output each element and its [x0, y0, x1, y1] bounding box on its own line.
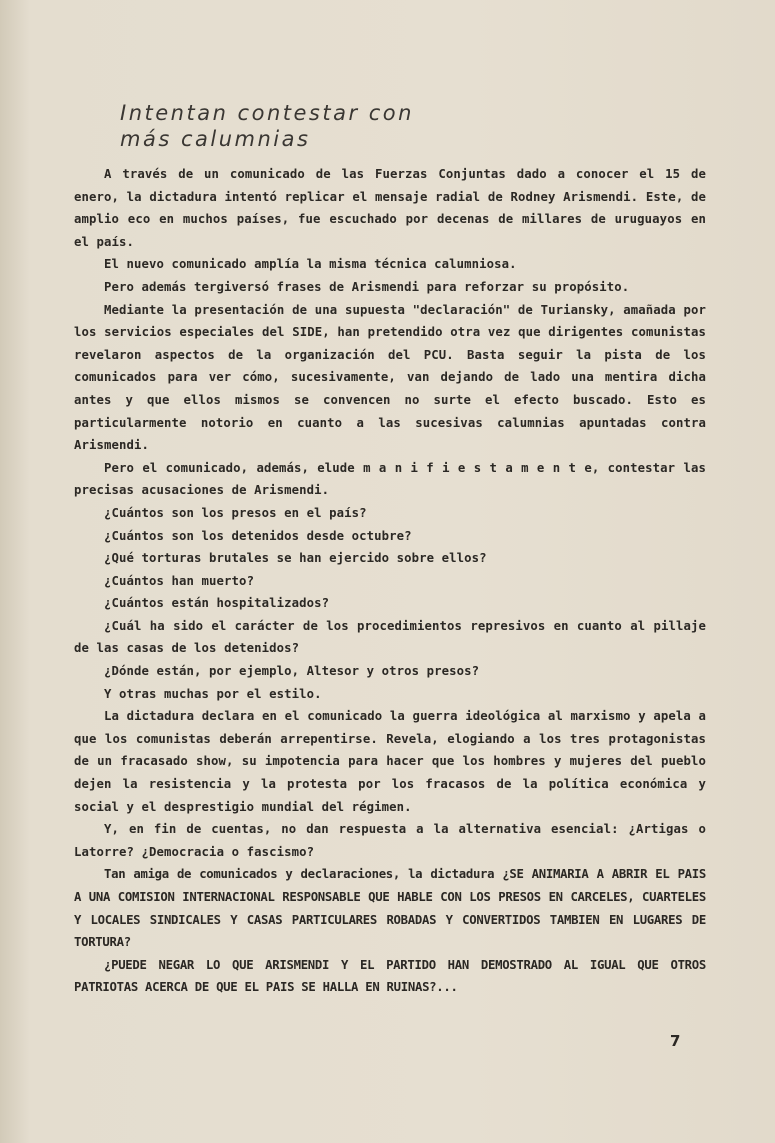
question: ¿Cuántos son los presos en el país? — [104, 505, 367, 520]
paragraph: A través de un comunicado de las Fuerzas Conjuntas dado a conocer el 15 de enero, la dictadura intentó replicar el mensaje radial de Rodney Arismendi. Este, de amplio eco en muchos países, fue escuchado por decenas de millares de uruguayos en el país. — [74, 167, 706, 249]
paragraph: ¿PUEDE NEGAR LO QUE ARISMENDI Y EL PARTIDO HAN DEMOSTRADO AL IGUAL QUE OTROS PATRIOTAS ACERCA DE QUE EL PAIS SE HALLA EN RUINAS?... — [74, 957, 706, 995]
question: ¿Dónde están, por ejemplo, Altesor y otros presos? — [104, 664, 480, 679]
title-line-2: más calumnias — [120, 127, 311, 151]
article-title — [120, 100, 414, 152]
paragraph: Y, en fin de cuentas, no dan respuesta a la alternativa esencial: ¿Artigas o Latorre? ¿Democracia o fascismo? — [74, 822, 706, 859]
paragraph: Y otras muchas por el estilo. — [104, 686, 322, 701]
paragraph: Pero el comunicado, además, elude m a n i f i e s t a m e n t e, contestar las precisas acusaciones de Arismendi. — [74, 460, 706, 498]
title-line-1: Intentan contestar con — [120, 101, 414, 125]
paragraph: Mediante la presentación de una supuesta "declaración" de Turiansky, amañada por los servicios especiales del SIDE, han pretendido otra vez que dirigentes comunistas revelaron aspectos de la organización del PCU. Basta seguir la pista de los comunicados para ver cómo, sucesivamente, van dejando de lado una mentira dicha antes y que ellos mismos se convencen no surte el efecto buscado. Esto es particularmente notorio en cuanto a las sucesivas calumnias apuntadas contra Arismendi. — [74, 302, 706, 453]
question: ¿Cuántos han muerto? — [104, 573, 255, 588]
question: ¿Qué torturas brutales se han ejercido sobre ellos? — [104, 551, 487, 566]
article-body — [74, 163, 706, 999]
question: ¿Cuántos son los detenidos desde octubre? — [104, 528, 412, 543]
paragraph: Tan amiga de comunicados y declaraciones, la dictadura ¿SE ANIMARIA A ABRIR EL PAIS A UNA COMISION INTERNACIONAL RESPONSABLE QUE HABLE CON LOS PRESOS EN CARCELES, CUARTELES Y LOCALES SINDICALES Y CASAS PARTICULARES ROBADAS Y CONVERTIDOS TAMBIEN EN LUGARES DE TORTURA? — [74, 867, 706, 950]
question: ¿Cuántos están hospitalizados? — [104, 596, 330, 611]
paragraph: La dictadura declara en el comunicado la guerra ideológica al marxismo y apela a que los comunistas deberán arrepentirse. Revela, elogiando a los tres protagonistas de un fracasado show, su impotencia para hacer que los hombres y mujeres del pueblo dejen la resistencia y la protesta por los fracasos de la política económica y social y el desprestigio mundial del régimen. — [74, 709, 706, 814]
paragraph: El nuevo comunicado amplía la misma técnica calumniosa. — [104, 257, 517, 272]
page-number: 7 — [670, 1032, 681, 1050]
question: ¿Cuál ha sido el carácter de los procedimientos represivos en cuanto al pillaje de las casas de los detenidos? — [74, 618, 706, 656]
paragraph: Pero además tergiversó frases de Arismendi para reforzar su propósito. — [104, 279, 630, 294]
